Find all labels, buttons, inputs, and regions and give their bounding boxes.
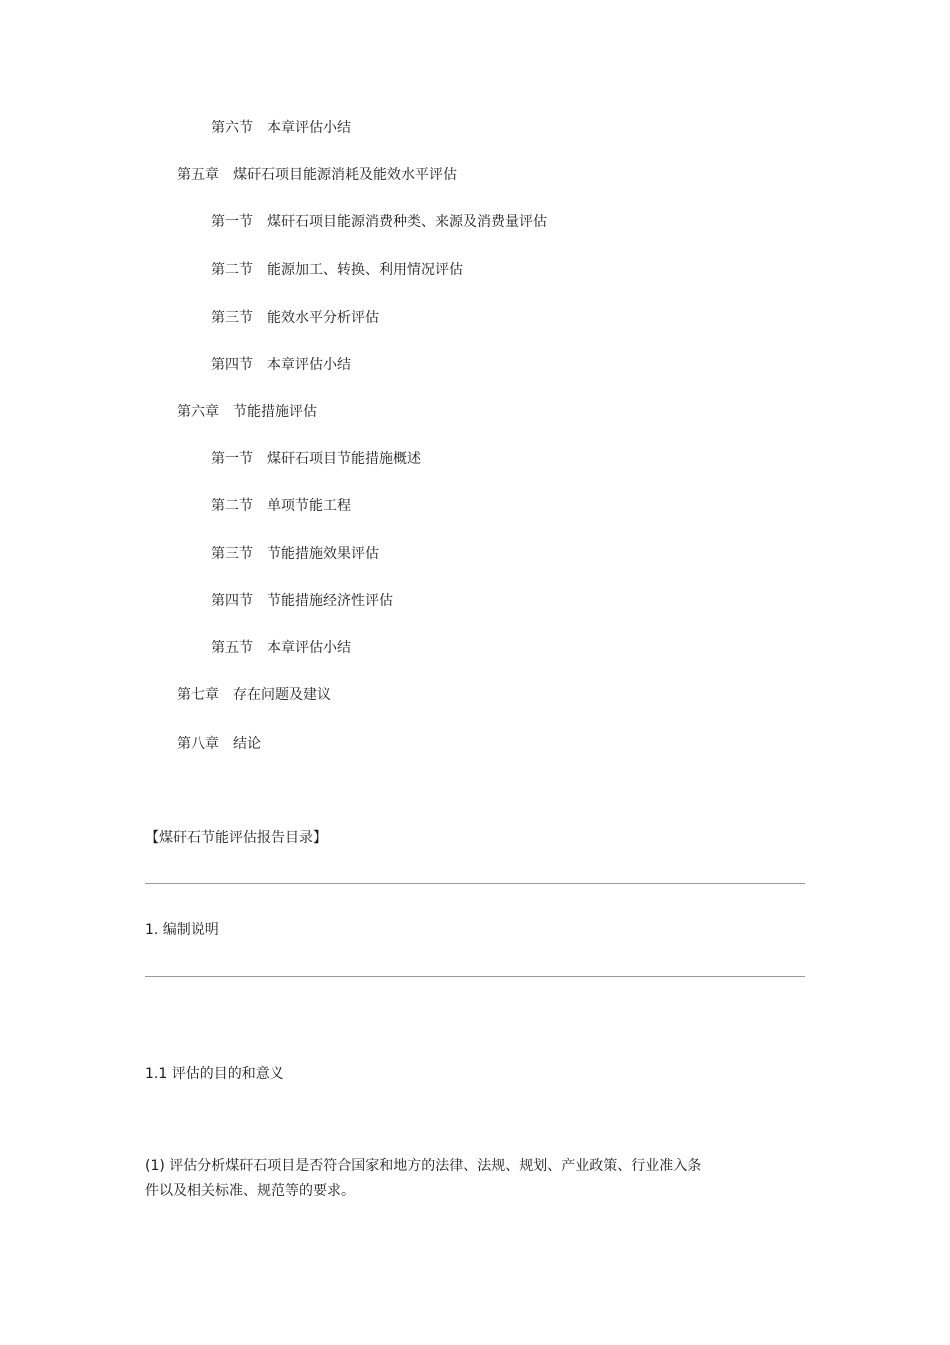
report-title: 【煤矸石节能评估报告目录】: [145, 830, 327, 846]
toc-entry-number: 第四节: [211, 593, 253, 609]
toc-entry-number: 第一节: [211, 214, 253, 230]
toc-entry-title: 能源加工、转换、利用情况评估: [267, 262, 463, 278]
toc-section-entry: [211, 497, 351, 515]
toc-section-entry: [211, 309, 379, 327]
toc-chapter-entry: [177, 686, 331, 704]
horizontal-divider: [145, 976, 805, 977]
toc-entry-number: 第五章: [177, 167, 219, 183]
paragraph-line: 件以及相关标准、规范等的要求。: [145, 1183, 355, 1199]
toc-entry-number: 第八章: [177, 736, 219, 752]
toc-entry-number: 第六章: [177, 404, 219, 420]
toc-entry-title: 煤矸石项目能源消费种类、来源及消费量评估: [267, 214, 547, 230]
toc-entry-title: 节能措施效果评估: [267, 546, 379, 562]
toc-entry-number: 第四节: [211, 357, 253, 373]
toc-entry-title: 单项节能工程: [267, 498, 351, 514]
toc-section-entry: [211, 119, 351, 137]
body-paragraph: [145, 1154, 745, 1204]
toc-entry-number: 第三节: [211, 546, 253, 562]
toc-entry-title: 本章评估小结: [267, 357, 351, 373]
toc-entry-title: 本章评估小结: [267, 120, 351, 136]
horizontal-divider: [145, 883, 805, 884]
toc-entry-title: 煤矸石项目节能措施概述: [267, 451, 421, 467]
toc-chapter-entry: [177, 735, 261, 753]
toc-entry-title: 节能措施评估: [233, 404, 317, 420]
toc-entry-title: 节能措施经济性评估: [267, 593, 393, 609]
toc-section-entry: [211, 356, 351, 374]
section-heading-1: 1. 编制说明: [145, 922, 219, 938]
toc-entry-title: 本章评估小结: [267, 640, 351, 656]
section-heading-1-1: 1.1 评估的目的和意义: [145, 1066, 284, 1082]
toc-section-entry: [211, 450, 421, 468]
toc-entry-number: 第七章: [177, 687, 219, 703]
toc-entry-title: 结论: [233, 736, 261, 752]
toc-entry-title: 能效水平分析评估: [267, 310, 379, 326]
toc-chapter-entry: [177, 166, 457, 184]
toc-section-entry: [211, 639, 351, 657]
toc-section-entry: [211, 261, 463, 279]
toc-entry-number: 第二节: [211, 262, 253, 278]
toc-entry-title: 存在问题及建议: [233, 687, 331, 703]
toc-entry-title: 煤矸石项目能源消耗及能效水平评估: [233, 167, 457, 183]
toc-entry-number: 第二节: [211, 498, 253, 514]
toc-section-entry: [211, 213, 547, 231]
toc-section-entry: [211, 545, 379, 563]
toc-entry-number: 第五节: [211, 640, 253, 656]
paragraph-line: (1) 评估分析煤矸石项目是否符合国家和地方的法律、法规、规划、产业政策、行业准入条: [145, 1158, 702, 1174]
toc-entry-number: 第六节: [211, 120, 253, 136]
toc-chapter-entry: [177, 403, 317, 421]
toc-entry-number: 第三节: [211, 310, 253, 326]
toc-entry-number: 第一节: [211, 451, 253, 467]
toc-section-entry: [211, 592, 393, 610]
